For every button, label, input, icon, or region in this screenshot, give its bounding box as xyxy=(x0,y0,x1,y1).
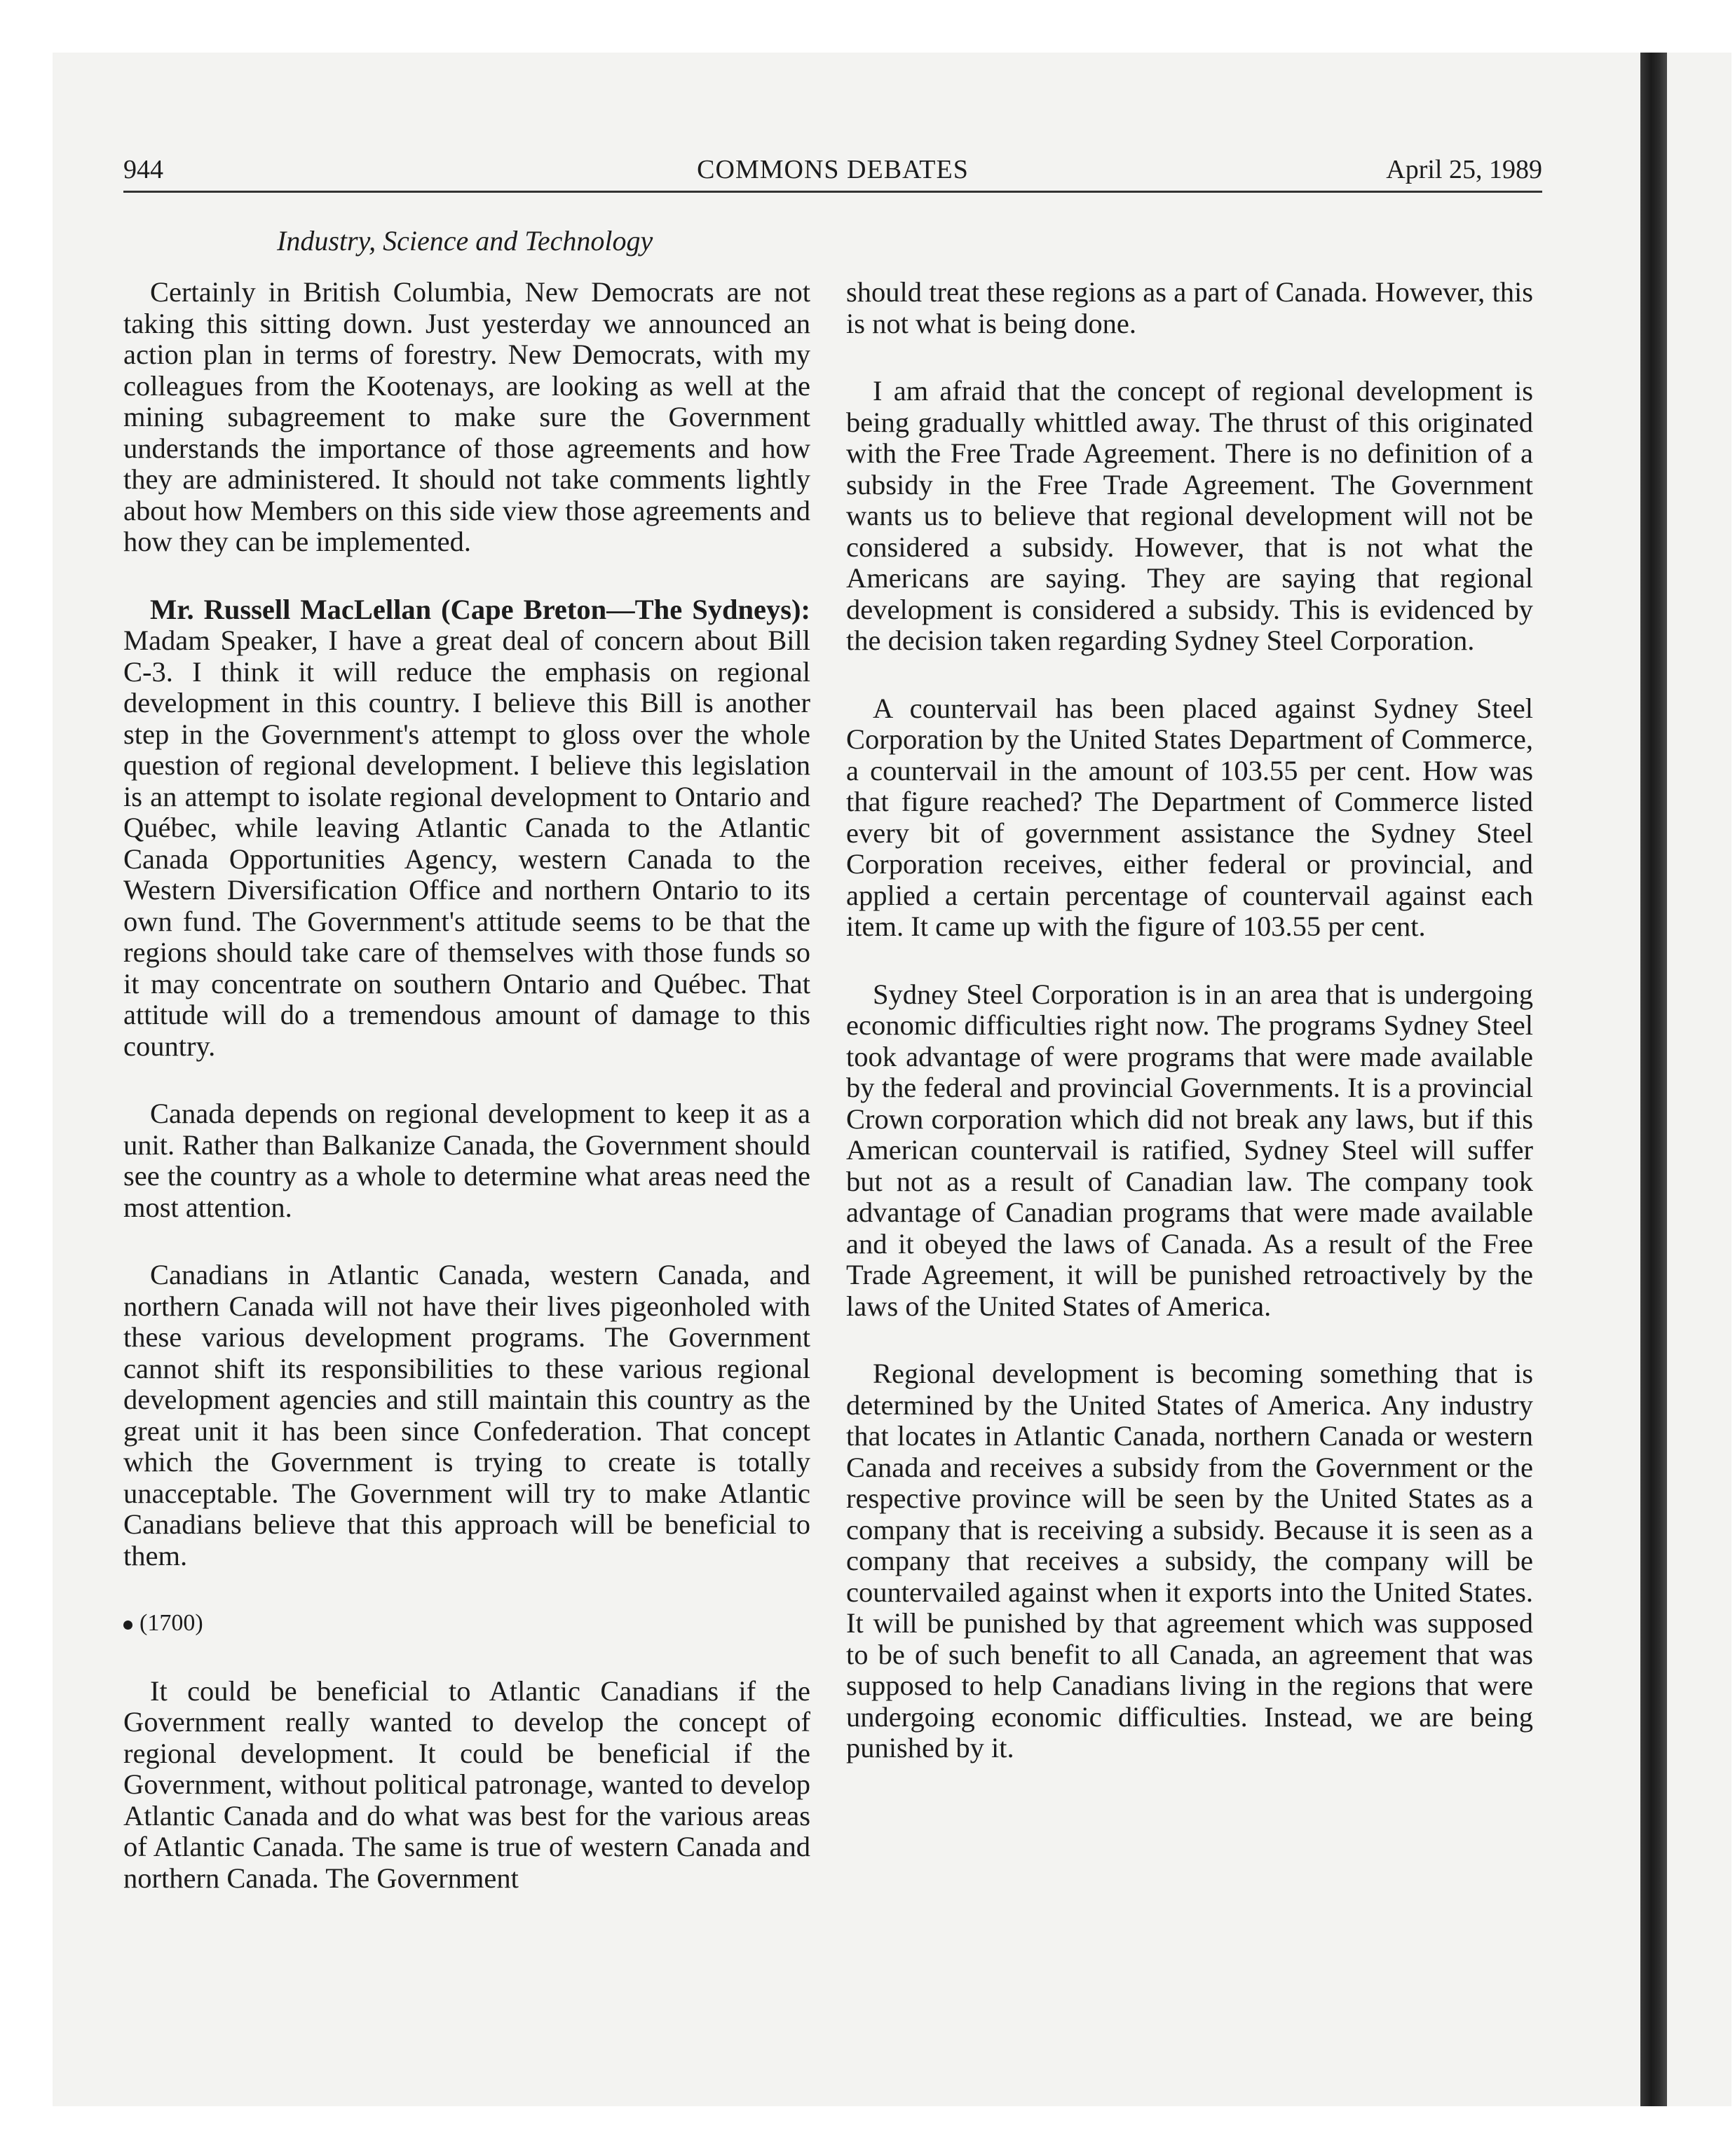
section-title: Industry, Science and Technology xyxy=(277,225,653,257)
paragraph: Canada depends on regional development to keep it as a unit. Rather than Balkanize Canada, the Government should see the country as a whole to determine what areas need the most attention. xyxy=(123,1098,810,1223)
speaker-paragraph xyxy=(123,594,810,1063)
paragraph: Sydney Steel Corporation is in an area that is undergoing economic difficulties right now. The programs Sydney Steel took advantage of were programs that were made available by the federal and provincial Governments. It is a provincial Crown corporation which did not break any laws, but if this American countervail is ratified, Sydney Steel will suffer but not as a result of Canadian law. The company took advantage of Canadian programs that were made available and it obeyed the laws of Canada. As a result of the Free Trade Agreement, it will be punished retroactively by the laws of the United States of America. xyxy=(846,978,1533,1322)
scan-edge-bar xyxy=(1640,53,1667,2106)
time-marker-text: (1700) xyxy=(140,1610,203,1636)
paragraph: It could be beneficial to Atlantic Canadians if the Government really wanted to develop the concept of regional development. It could be beneficial if the Government, without political patronage, wanted to develop Atlantic Canada and do what was best for the various areas of Atlantic Canada. The same is true of western Canada and northern Canada. The Government xyxy=(123,1674,810,1894)
paragraph: Certainly in British Columbia, New Democrats are not taking this sitting down. Just yesterday we announced an action plan in terms of forestry. New Democrats, with my colleagues from the Kootenays, are looking as well at the mining subagreement to make sure the Government understands the importance of those agreements and how they are administered. It should not take comments lightly about how Members on this side view those agreements and how they can be implemented. xyxy=(123,276,810,557)
publication-title: COMMONS DEBATES xyxy=(697,155,969,184)
paragraph: I am afraid that the concept of regional development is being gradually whittled away. The thrust of this originated with the Free Trade Agreement. There is no definition of a subsidy in the Free Trade Agreement. The Government wants us to believe that regional development will not be considered a subsidy. However, that is not what the Americans are saying. They are saying that regional development is considered a subsidy. This is evidenced by the decision taken regarding Sydney Steel Corporation. xyxy=(846,375,1533,656)
right-column xyxy=(846,277,1533,1801)
page-number: 944 xyxy=(123,155,163,184)
bullet-icon xyxy=(123,1621,132,1630)
publication-date: April 25, 1989 xyxy=(1386,155,1542,184)
paragraph: Regional development is becoming something that is determined by the United States of America. Any industry that locates in Atlantic Canada, northern Canada or western Canada and receives a subsidy from the Government or the respective province will be seen by the United States as a company that is receiving a subsidy. Because it is seen as a company that receives a subsidy, the company will be countervailed against when it exports into the United States. It will be punished by that agreement which was supposed to be of such benefit to all Canada, an agreement that was supposed to help Canadians living in the regions that were undergoing economic difficulties. Instead, we are being punished by it. xyxy=(846,1358,1533,1763)
paragraph: Canadians in Atlantic Canada, western Canada, and northern Canada will not have their lives pigeonholed with these various development programs. The Government cannot shift its responsibilities to these various regional development agencies and still maintain this country as the great unit it has been since Confederation. That concept which the Government is trying to create is totally unacceptable. The Government will try to make Atlantic Canadians believe that this approach will be beneficial to them. xyxy=(123,1259,810,1571)
page-header xyxy=(123,149,1542,193)
paragraph: should treat these regions as a part of Canada. However, this is not what is being done. xyxy=(846,276,1533,339)
time-marker xyxy=(123,1608,810,1639)
speech-text: Madam Speaker, I have a great deal of concern about Bill C-3. I think it will reduce the emphasis on regional development in this country. I believe this Bill is another step in the Government's attempt to gloss over the whole question of regional development. I believe this legislation is an attempt to isolate regional development to Ontario and Québec, while leaving Atlantic Canada to the Atlantic Canada Opportunities Agency, western Canada to the Western Diversification Office and northern Ontario to its own fund. The Government's attitude seems to be that the regions should take care of themselves with those funds so it may concentrate on southern Ontario and Québec. That attitude will do a tremendous amount of damage to this country. xyxy=(123,625,810,1062)
left-column xyxy=(123,277,810,1930)
speaker-name: Mr. Russell MacLellan (Cape Breton—The Sydneys): xyxy=(150,593,810,625)
paragraph: A countervail has been placed against Sydney Steel Corporation by the United States Department of Commerce, a countervail in the amount of 103.55 per cent. How was that figure reached? The Department of Commerce listed every bit of government assistance the Sydney Steel Corporation receives, either federal or provincial, and applied a certain percentage of countervail against each item. It came up with the figure of 103.55 per cent. xyxy=(846,692,1533,942)
